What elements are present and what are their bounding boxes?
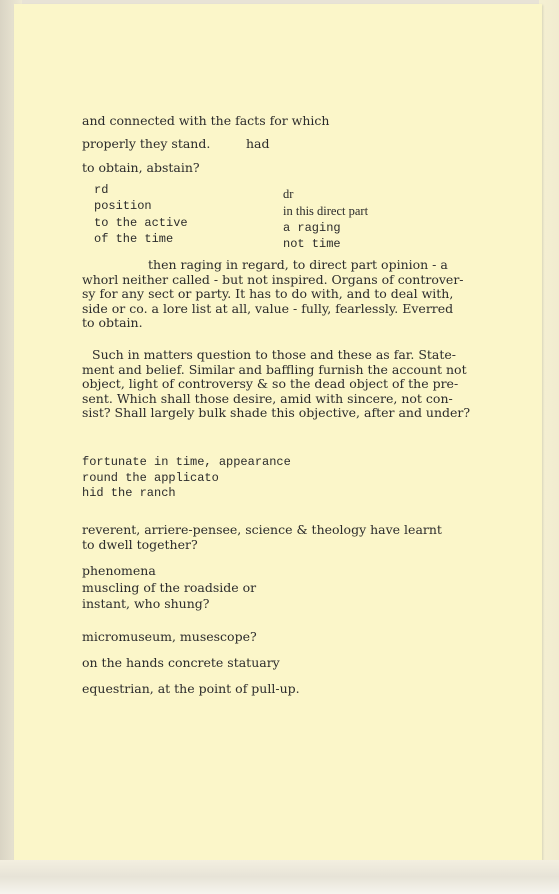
text-line: and connected with the facts for which [82, 113, 330, 128]
paragraph-line: sent. Which shall those desire, amid with sincere, not con- [82, 390, 453, 406]
column-left-line: to the active [94, 216, 188, 230]
paragraph-2 [82, 347, 471, 421]
column-left-line: of the time [94, 232, 174, 246]
stanza-line: reverent, arriere-pensee, science & theology have learnt [82, 522, 442, 537]
page-bottom-background [0, 860, 559, 894]
text-line: on the hands concrete statuary [82, 655, 280, 670]
column-left-line: rd [94, 183, 109, 197]
stanza-line: to dwell together? [82, 537, 198, 552]
paragraph-line: Such in matters question to those and these as far. State- [92, 347, 457, 362]
paragraph-line: to obtain. [82, 315, 143, 330]
paragraph-line: sist? Shall largely bulk shade this objective, after and under? [82, 405, 471, 420]
text-line: to obtain, abstain? [82, 160, 200, 175]
paragraph-line: side or co. a lore list at all, value - fully, fearlessly. Everred [82, 300, 454, 316]
stanza-line: hid the ranch [82, 486, 176, 500]
stanza-line: instant, who shung? [82, 596, 210, 611]
text-line: properly they stand. [82, 136, 211, 151]
column-right-line: not time [283, 237, 341, 251]
column-right-line: in this direct part [283, 204, 369, 218]
paragraph-line: object, light of controversy & so the dead object of the pre- [82, 376, 459, 391]
text-line: micromuseum, musescope? [82, 629, 257, 644]
document-page [14, 4, 542, 866]
stanza-line: round the applicato [82, 471, 219, 485]
column-left-line: position [94, 199, 152, 213]
stanza-line: muscling of the roadside or [82, 580, 257, 595]
stanza-line: phenomena [82, 563, 156, 578]
column-right-line: dr [283, 187, 294, 201]
page-right-edge [539, 0, 559, 894]
paragraph-line: then raging in regard, to direct part opinion - a [148, 257, 448, 272]
paragraph-line: whorl neither called - but not inspired. Organs of controver- [82, 271, 464, 287]
paragraph-line: ment and belief. Similar and baffling furnish the account not [82, 361, 467, 377]
column-right-line: a raging [283, 221, 341, 235]
text-line: had [246, 136, 270, 151]
stanza-line: fortunate in time, appearance [82, 455, 291, 469]
paragraph-line: sy for any sect or party. It has to do with, and to deal with, [82, 286, 454, 301]
paragraph-1 [82, 258, 467, 331]
text-line: equestrian, at the point of pull-up. [82, 681, 300, 696]
